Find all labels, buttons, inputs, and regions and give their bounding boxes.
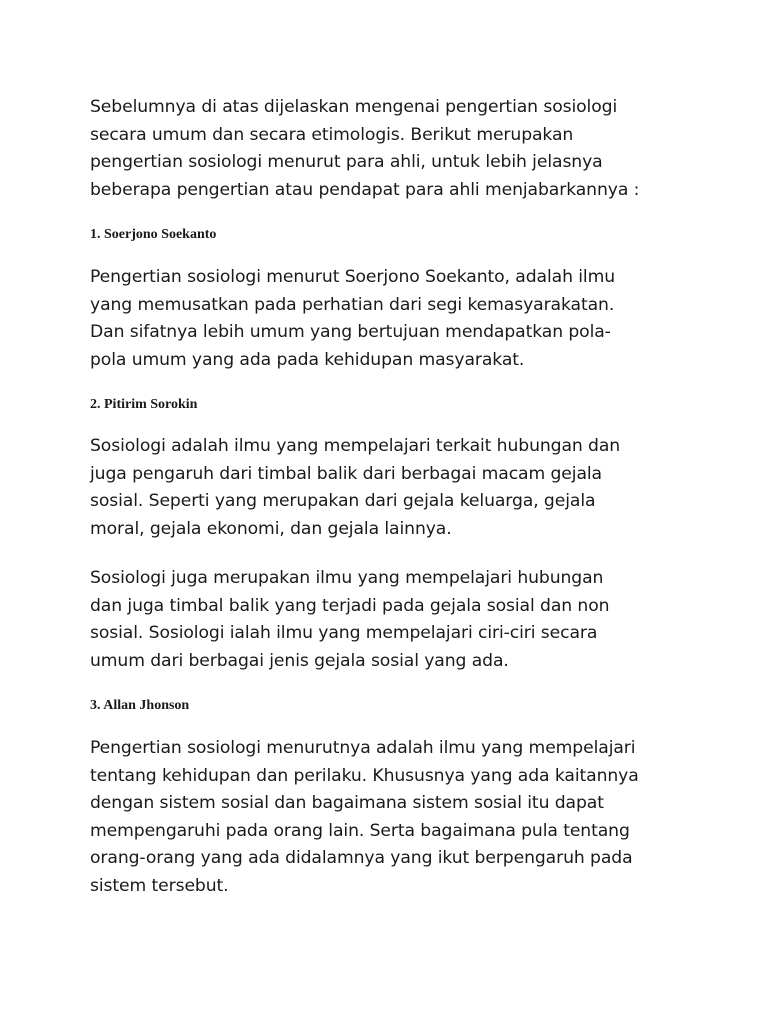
intro-paragraph <box>90 94 690 204</box>
sorokin-paragraph-2 <box>90 565 690 675</box>
text-line: Sosiologi juga merupakan ilmu yang mempelajari hubungan <box>90 568 604 588</box>
text-line: secara umum dan secara etimologis. Berikut merupakan <box>90 124 574 145</box>
text-line: Dan sifatnya lebih umum yang bertujuan mendapatkan pola- <box>90 322 611 342</box>
text-line: Pengertian sosiologi menurutnya adalah ilmu yang mempelajari <box>90 738 636 758</box>
text-line: juga pengaruh dari timbal balik dari berbagai macam gejala <box>90 463 602 484</box>
jhonson-paragraph <box>90 735 690 900</box>
text-line: Sosiologi adalah ilmu yang mempelajari terkait hubungan dan <box>90 436 621 456</box>
text-line: pola umum yang ada pada kehidupan masyarakat. <box>90 349 525 370</box>
text-line: Pengertian sosiologi menurut Soerjono Soekanto, adalah ilmu <box>90 267 616 287</box>
section-heading-pitirim-sorokin: 2. Pitirim Sorokin <box>90 397 198 412</box>
section-heading-allan-jhonson: 3. Allan Jhonson <box>90 698 190 713</box>
text-line: sosial. Seperti yang merupakan dari gejala keluarga, gejala <box>90 491 596 511</box>
sorokin-paragraph-1 <box>90 433 690 543</box>
text-line: dengan sistem sosial dan bagaimana sistem sosial itu dapat <box>90 793 604 813</box>
text-line: orang-orang yang ada didalamnya yang ikut berpengaruh pada <box>90 848 633 868</box>
text-line: yang memusatkan pada perhatian dari segi kemasyarakatan. <box>90 294 615 315</box>
text-line: dan juga timbal balik yang terjadi pada gejala sosial dan non <box>90 595 610 616</box>
text-line: umum dari berbagai jenis gejala sosial yang ada. <box>90 650 509 671</box>
text-line: moral, gejala ekonomi, dan gejala lainnya. <box>90 518 452 539</box>
text-line: Sebelumnya di atas dijelaskan mengenai pengertian sosiologi <box>90 97 618 117</box>
soekanto-paragraph <box>90 264 690 374</box>
text-line: sistem tersebut. <box>90 875 229 896</box>
text-line: pengertian sosiologi menurut para ahli, untuk lebih jelasnya <box>90 152 603 172</box>
text-line: beberapa pengertian atau pendapat para ahli menjabarkannya : <box>90 179 640 200</box>
text-line: tentang kehidupan dan perilaku. Khususnya yang ada kaitannya <box>90 765 639 786</box>
section-heading-soerjono-soekanto: 1. Soerjono Soekanto <box>90 227 217 242</box>
text-line: mempengaruhi pada orang lain. Serta bagaimana pula tentang <box>90 820 630 841</box>
text-line: sosial. Sosiologi ialah ilmu yang mempelajari ciri-ciri secara <box>90 623 598 643</box>
